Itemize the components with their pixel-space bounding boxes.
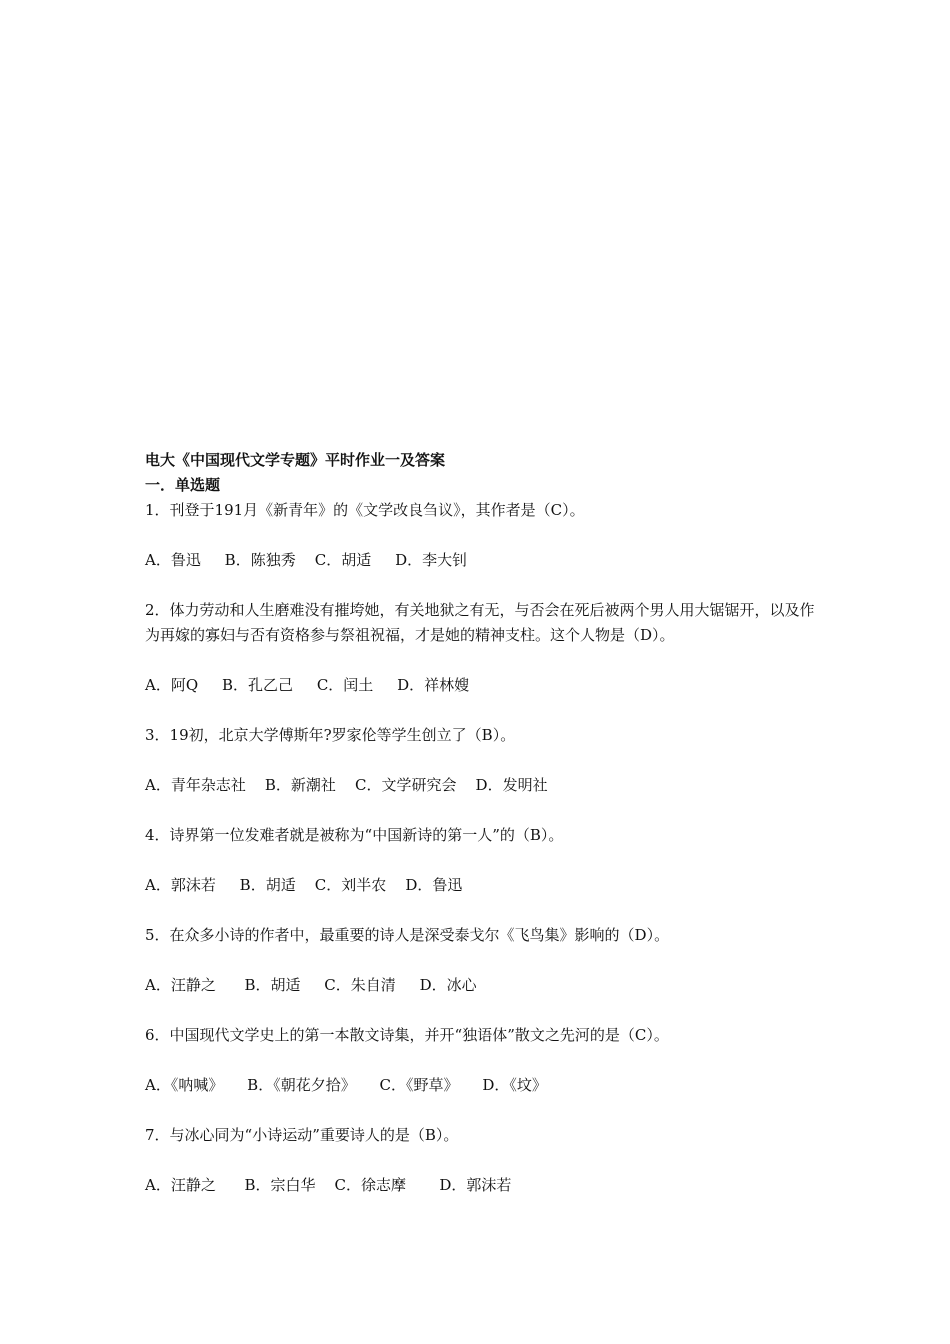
question-7-options: A．汪静之 B．宗白华 C．徐志摩 D．郭沫若 [145, 1176, 512, 1194]
question-1: 1．刊登于191月《新青年》的《文学改良刍议》，其作者是（C）。 [145, 501, 585, 519]
question-6: 6．中国现代文学史上的第一本散文诗集，并开“独语体”散文之先河的是（C）。 [145, 1026, 669, 1044]
question-2-options: A．阿Q B．孔乙己 C．闰土 D．祥林嫂 [145, 676, 470, 694]
question-1-options: A．鲁迅 B．陈独秀 C．胡适 D．李大钊 [145, 551, 468, 569]
document-body [145, 448, 815, 1223]
question-7: 7．与冰心同为“小诗运动”重要诗人的是（B）。 [145, 1126, 459, 1144]
question-5-options: A．汪静之 B．胡适 C．朱自清 D．冰心 [145, 976, 477, 994]
question-4-options: A．郭沫若 B．胡适 C．刘半农 D．鲁迅 [145, 876, 463, 894]
question-4: 4．诗界第一位发难者就是被称为“中国新诗的第一人”的（B）。 [145, 826, 564, 844]
question-2: 2．体力劳动和人生磨难没有摧垮她，有关地狱之有无，与否会在死后被两个男人用大锯锯开，以及作为再嫁的寡妇与否有资格参与祭祖祝福，才是她的精神支柱。这个人物是（D）。 [145, 601, 815, 644]
question-6-options: A．《呐喊》 B．《朝花夕拾》 C．《野草》 D．《坟》 [145, 1076, 547, 1094]
question-3: 3．19初，北京大学傅斯年?罗家伦等学生创立了（B）。 [145, 726, 516, 744]
document-title: 电大《中国现代文学专题》平时作业一及答案 [145, 451, 446, 469]
question-5: 5．在众多小诗的作者中，最重要的诗人是深受泰戈尔《飞鸟集》影响的（D）。 [145, 926, 670, 944]
section-heading: 一．单选题 [145, 476, 221, 494]
question-3-options: A．青年杂志社 B．新潮社 C．文学研究会 D．发明社 [145, 776, 548, 794]
